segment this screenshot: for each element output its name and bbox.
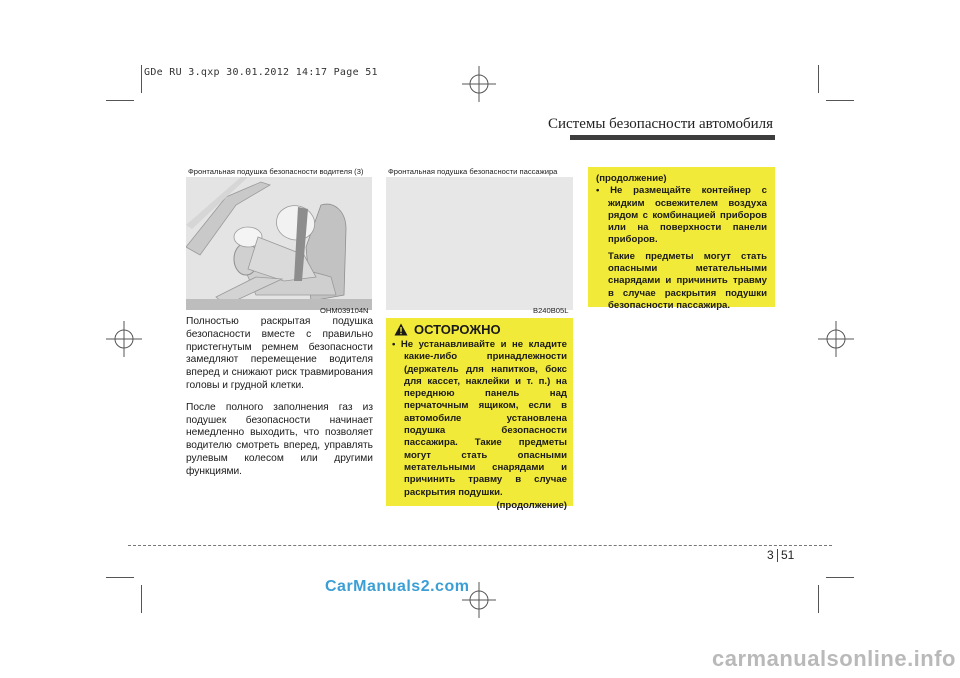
warning-box bbox=[386, 318, 573, 511]
warning-text-block bbox=[392, 339, 567, 512]
watermark-carmanuals2: CarManuals2.com bbox=[325, 578, 470, 595]
page-number: 51 bbox=[781, 548, 795, 562]
registration-target-left bbox=[106, 321, 142, 357]
warning-continued: (продолжение) bbox=[496, 499, 567, 511]
page-number-separator bbox=[777, 549, 778, 562]
left-figure-code: OHM039104N bbox=[320, 306, 369, 315]
driver-airbag-drawing bbox=[186, 177, 372, 310]
right-figure-caption: Фронтальная подушка безопасности пассажира bbox=[388, 167, 558, 176]
continuation-text-block bbox=[596, 173, 767, 312]
passenger-airbag-illustration bbox=[386, 177, 573, 310]
continuation-heading: (продолжение) bbox=[596, 173, 667, 184]
section-title: Системы безопасности автомобиля bbox=[547, 116, 773, 132]
right-figure-code: B240B05L bbox=[533, 306, 569, 315]
title-rule bbox=[570, 135, 775, 140]
warning-triangle-icon bbox=[394, 323, 408, 336]
chapter-number: 3 bbox=[767, 548, 774, 562]
file-header: GDe RU 3.qxp 30.01.2012 14:17 Page 51 bbox=[144, 67, 378, 78]
driver-airbag-illustration bbox=[186, 177, 372, 310]
warning-text: • Не устанавливайте и не кладите какие-либо принадлежности (держатель для напитков, бокс для кассет, наклейки и т. п.) на переднюю панель над перчаточным ящиком, если в автомобиле установлена подушка безопасности пассажира. Такие предметы могут стать опасными метательными снарядами и причинить травму в случае раскрытия подушки. bbox=[392, 339, 567, 498]
footer-dashed-rule bbox=[128, 545, 832, 546]
registration-target-right bbox=[818, 321, 854, 357]
body-text bbox=[186, 316, 373, 488]
body-paragraph-2: После полного заполнения газ из подушек безопасности начинает немедленно выходить, что позволяет водителю смотреть вперед, управлять рулевым колесом или другими функциями. bbox=[186, 401, 373, 477]
warning-title: ОСТОРОЖНО bbox=[414, 322, 501, 337]
left-figure-caption: Фронтальная подушка безопасности водителя (3) bbox=[188, 167, 364, 176]
continuation-paragraph: Такие предметы могут стать опасными метательными снарядами и причинить травму в случае раскрытия подушки безопасности пассажира. bbox=[608, 250, 767, 311]
warning-header bbox=[394, 322, 573, 337]
watermark-carmanualsonline: carmanualsonline.info bbox=[712, 646, 956, 671]
continuation-box bbox=[588, 167, 775, 311]
continuation-bullet: • Не размещайте контейнер с жидким освежителем воздуха рядом с комбинацией приборов или на поверхности панели приборов. bbox=[596, 185, 767, 246]
body-paragraph-1: Полностью раскрытая подушка безопасности вместе с правильно пристегнутым ремнем безопасности замедляют перемещение водителя вперед и снижают риск травмирования головы и грудной клетки. bbox=[186, 316, 373, 391]
registration-target-top bbox=[462, 66, 496, 102]
